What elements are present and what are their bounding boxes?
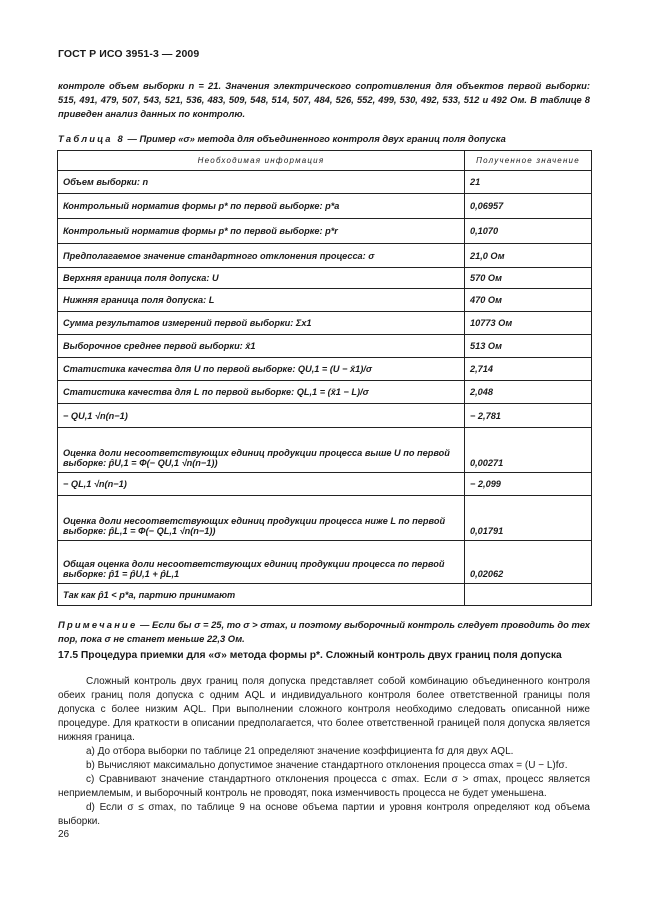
intro-paragraph: контроле объем выборки n = 21. Значения электрического сопротивления для объектов первой выборки: 515, 491, 479, 507, 543, 521, 536, 483, 509, 548, 514, 507, 484, 526, 552, 499, 530, 492, 533, 512 и 492 Ом. В таблице 8 приведен анализ данных по контролю. [58,80,590,119]
table-row [58,268,592,289]
table-cell-value: 2,048 [465,381,592,404]
body-item-c: c) Сравнивают значение стандартного отклонения процесса с σmax. Если σ > σmax, процесс является неприемлемым, и выборочный контроль не проводят, пока изменчивость процесса не будет уменьшена. [58,774,590,799]
note-paragraph [58,618,590,646]
table-cell-value: 0,01791 [465,496,592,541]
column-header-info: Необходимая информация [58,151,465,171]
table-cell-info: Нижняя граница поля допуска: L [58,289,465,312]
table-cell-value: 0,00271 [465,428,592,473]
table-cell-info: Контрольный норматив формы p* по первой выборке: p*r [58,219,465,244]
table-row [58,335,592,358]
table-row [58,312,592,335]
table-row [58,496,592,541]
table-cell-value: 21,0 Ом [465,244,592,268]
table-cell-info: Объем выборки: n [58,171,465,194]
table-cell-value: 2,714 [465,358,592,381]
table-cell-info: Контрольный норматив формы p* по первой выборке: p*a [58,194,465,219]
table-cell-info: Сумма результатов измерений первой выборки: Σx1 [58,312,465,335]
column-header-value: Полученное значение [465,151,592,171]
table-cell-info: Верхняя граница поля допуска: U [58,268,465,289]
table-cell-value: 470 Ом [465,289,592,312]
table-row [58,358,592,381]
note-text: — Если бы σ = 25, то σ > σmax, и поэтому выборочный контроль следует проводить до тех пор, пока σ не станет меньше 22,3 Ом. [58,619,590,644]
body-item-d: d) Если σ ≤ σmax, по таблице 9 на основе объема партии и уровня контроля определяют код объема выборки. [58,802,590,827]
table-cell-value: 21 [465,171,592,194]
table-row [58,244,592,268]
page-number: 26 [58,829,70,840]
table-cell-value: 0,06957 [465,194,592,219]
table-row [58,404,592,428]
section-body [58,675,590,829]
body-item-a: a) До отбора выборки по таблице 21 определяют значение коэффициента fσ для двух AQL. [86,746,514,757]
table-cell-value: 0,02062 [465,541,592,584]
table-cell-value: 570 Ом [465,268,592,289]
table-header-row [58,151,592,171]
table-cell-info: Оценка доли несоответствующих единиц продукции процесса ниже L по первой выборке: p̂L,1 = Φ(− QL,1 √n(n−1)) [58,496,465,541]
table-cell-info: Оценка доли несоответствующих единиц продукции процесса выше U по первой выборке: p̂U,1 = Φ(− QU,1 √n(n−1)) [58,428,465,473]
table-cell-info: Предполагаемое значение стандартного отклонения процесса: σ [58,244,465,268]
table-cell-info: Выборочное среднее первой выборки: x̄1 [58,335,465,358]
table-row [58,428,592,473]
note-label: Примечание [58,619,138,630]
table-cell-info: − QU,1 √n(n−1) [58,404,465,428]
table-cell-value [465,584,592,606]
table-cell-info: Статистика качества для L по первой выборке: QL,1 = (x̄1 − L)/σ [58,381,465,404]
table-cell-info: Общая оценка доли несоответствующих единиц продукции процесса по первой выборке: p̂1 = p̂U,1 + p̂L,1 [58,541,465,584]
table-row [58,381,592,404]
table-row [58,171,592,194]
table-caption [58,133,590,144]
table-row [58,289,592,312]
table-row [58,194,592,219]
table-caption-label: Таблица 8 [58,133,125,144]
body-item-b: b) Вычисляют максимально допустимое значение стандартного отклонения процесса σmax = (U − L)fσ. [86,760,568,771]
table-row [58,473,592,496]
table-caption-text: — Пример «σ» метода для объединенного контроля двух границ поля допуска [124,133,506,144]
body-paragraph-intro: Сложный контроль двух границ поля допуска представляет собой комбинацию объединенного контроля обеих границ поля допуска с одним AQL и индивидуального контроля более ответственной границы поля допуска с более низким AQL. При выполнении сложного контроля необходимо следовать описанной ниже процедуре. Для краткости в описании предполагается, что более ответственной границей поля допуска является нижняя граница. [58,676,590,743]
table-8 [57,150,592,606]
table-cell-value: − 2,099 [465,473,592,496]
table-cell-value: 10773 Ом [465,312,592,335]
table-cell-value: − 2,781 [465,404,592,428]
table-row [58,219,592,244]
table-cell-info: Статистика качества для U по первой выборке: QU,1 = (U − x̄1)/σ [58,358,465,381]
section-title: 17.5 Процедура приемки для «σ» метода формы p*. Сложный контроль двух границ поля допуска [58,650,562,661]
table-cell-info: − QL,1 √n(n−1) [58,473,465,496]
table-row [58,541,592,584]
table-cell-value: 513 Ом [465,335,592,358]
table-cell-info: Так как p̂1 < p*a, партию принимают [58,584,465,606]
table-cell-value: 0,1070 [465,219,592,244]
document-header: ГОСТ Р ИСО 3951-3 — 2009 [58,48,200,60]
table-row [58,584,592,606]
